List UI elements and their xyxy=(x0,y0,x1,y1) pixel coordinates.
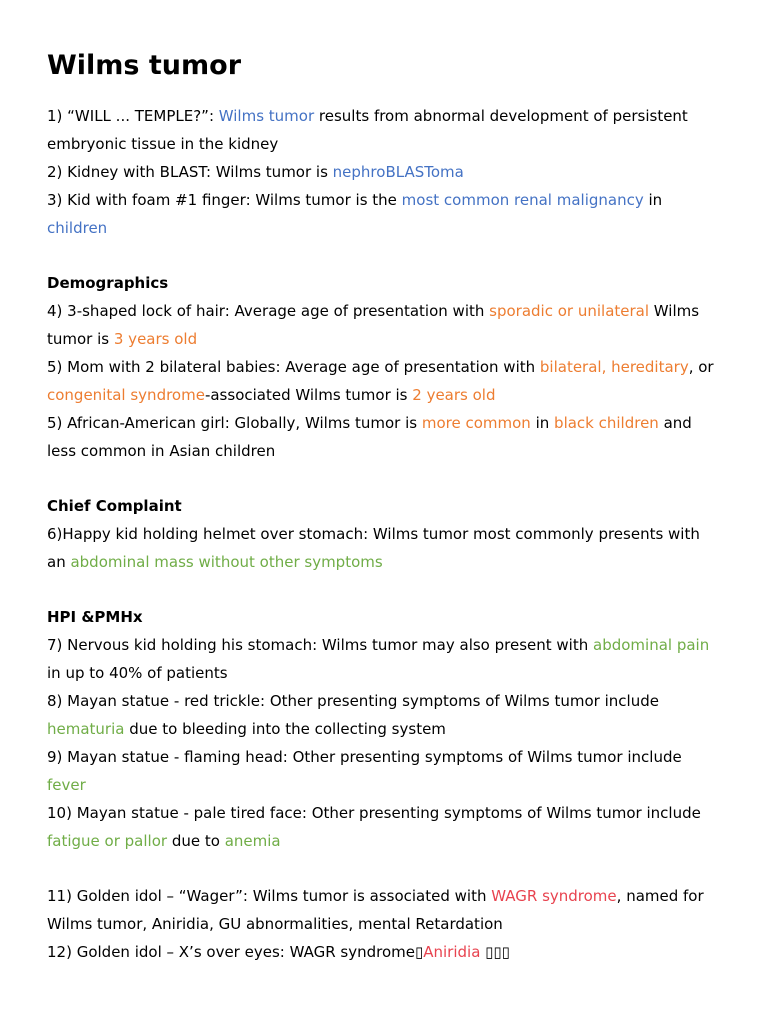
document-body xyxy=(47,102,722,966)
highlighted-term: anemia xyxy=(224,832,281,850)
highlighted-term: hematuria xyxy=(47,720,125,738)
text-run: 9) Mayan statue - flaming head: Other presenting symptoms of Wilms tumor include xyxy=(47,748,682,766)
list-item xyxy=(47,409,722,465)
highlighted-term: Wilms tumor xyxy=(218,107,315,125)
list-item xyxy=(47,743,722,799)
text-run: 7) Nervous kid holding his stomach: Wilms tumor may also present with xyxy=(47,636,594,654)
text-run: 6)Happy kid holding helmet over stomach: Wilms tumor most commonly presents with an xyxy=(47,525,700,571)
text-run: in xyxy=(643,191,663,209)
section-gap xyxy=(47,242,722,269)
highlighted-term: nephroBLASToma xyxy=(332,163,464,181)
highlighted-term: congenital syndrome xyxy=(47,386,205,404)
highlighted-term: abdominal pain xyxy=(593,636,710,654)
document-title: Wilms tumor xyxy=(47,50,242,81)
list-item xyxy=(47,158,722,186)
section-heading: Chief Complaint xyxy=(47,497,182,515)
text-run: 5) African-American girl: Globally, Wilms tumor is xyxy=(47,414,422,432)
highlighted-term: 2 years old xyxy=(412,386,496,404)
section-gap xyxy=(47,855,722,882)
section-gap xyxy=(47,576,722,603)
highlighted-term: fever xyxy=(47,776,86,794)
text-run: 2) Kidney with BLAST: Wilms tumor is xyxy=(47,163,333,181)
section-gap xyxy=(47,465,722,492)
text-run: 12) Golden idol – X’s over eyes: WAGR syndrome▯ xyxy=(47,943,424,961)
highlighted-term: most common renal malignancy xyxy=(401,191,644,209)
text-run: ▯▯▯ xyxy=(480,943,510,961)
highlighted-term: more common xyxy=(421,414,531,432)
list-item xyxy=(47,938,722,966)
text-run: in xyxy=(530,414,555,432)
list-item xyxy=(47,297,722,353)
list-item xyxy=(47,687,722,743)
text-run: 3) Kid with foam #1 finger: Wilms tumor is the xyxy=(47,191,402,209)
highlighted-term: black children xyxy=(554,414,659,432)
text-run: 5) Mom with 2 bilateral babies: Average age of presentation with xyxy=(47,358,540,376)
list-item xyxy=(47,882,722,938)
text-run: 8) Mayan statue - red trickle: Other presenting symptoms of Wilms tumor include xyxy=(47,692,659,710)
text-run: , named for Wilms tumor, Aniridia, GU abnormalities, mental Retardation xyxy=(47,887,704,933)
list-item xyxy=(47,799,722,855)
text-run: due to xyxy=(167,832,225,850)
text-run: due to bleeding into the collecting system xyxy=(124,720,446,738)
highlighted-term: Aniridia xyxy=(423,943,481,961)
highlighted-term: fatigue or pallor xyxy=(47,832,168,850)
text-run: 11) Golden idol – “Wager”: Wilms tumor is associated with xyxy=(47,887,492,905)
list-item xyxy=(47,520,722,576)
highlighted-term: WAGR syndrome xyxy=(491,887,617,905)
highlighted-term: 3 years old xyxy=(113,330,198,348)
list-item xyxy=(47,102,722,158)
list-item xyxy=(47,186,722,242)
list-item xyxy=(47,353,722,409)
list-item xyxy=(47,631,722,687)
text-run: in up to 40% of patients xyxy=(47,664,228,682)
text-run: -associated Wilms tumor is xyxy=(204,386,413,404)
highlighted-term: abdominal mass without other symptoms xyxy=(70,553,383,571)
text-run: 10) Mayan statue - pale tired face: Other presenting symptoms of Wilms tumor include xyxy=(47,804,701,822)
text-run: and less common in Asian children xyxy=(47,414,692,460)
highlighted-term: bilateral, hereditary xyxy=(539,358,689,376)
text-run: Wilms tumor is xyxy=(47,302,700,348)
highlighted-term: children xyxy=(47,219,108,237)
text-run: 4) 3-shaped lock of hair: Average age of presentation with xyxy=(47,302,490,320)
text-run: , or xyxy=(688,358,714,376)
section-heading: HPI &PMHx xyxy=(47,608,143,626)
highlighted-term: sporadic or unilateral xyxy=(489,302,650,320)
text-run: results from abnormal development of persistent embryonic tissue in the kidney xyxy=(47,107,688,153)
text-run: 1) “WILL ... TEMPLE?”: xyxy=(47,107,219,125)
section-heading: Demographics xyxy=(47,274,169,292)
